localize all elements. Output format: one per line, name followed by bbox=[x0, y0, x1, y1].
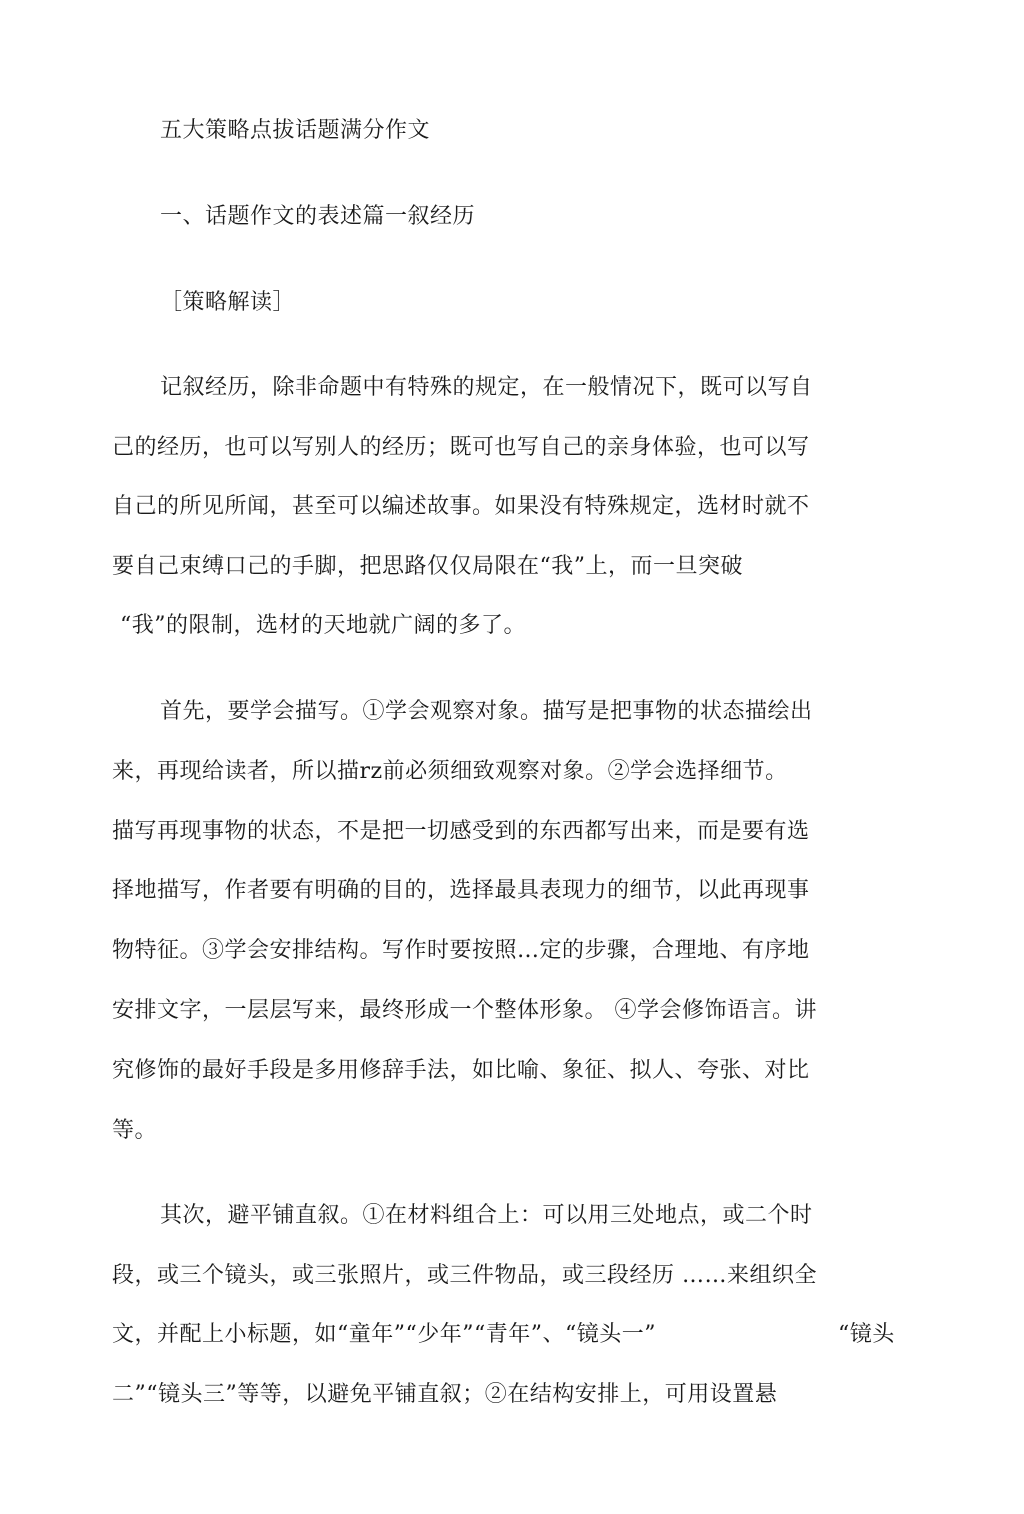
paragraph-line: 等。 bbox=[112, 1118, 158, 1143]
paragraph-line: 记叙经历，除非命题中有特殊的规定，在一般情况下，既可以写自 bbox=[160, 375, 813, 400]
paragraph-line: 择地描写，作者要有明确的目的，选择最具表现力的细节，以此再现事 bbox=[112, 878, 810, 903]
paragraph-line: “镜头 bbox=[838, 1322, 895, 1347]
paragraph-line: 究修饰的最好手段是多用修辞手法，如比喻、象征、拟人、夸张、对比 bbox=[112, 1058, 810, 1083]
paragraph-line: 要自己束缚口己的手脚，把思路仅仅局限在“我”上，而一旦突破 bbox=[112, 554, 743, 579]
paragraph-line: 其次，避平铺直叙。①在材料组合上：可以用三处地点，或二个时 bbox=[160, 1203, 813, 1228]
document-title: 五大策略点拔话题满分作文 bbox=[160, 118, 431, 143]
paragraph-line: 首先，要学会描写。①学会观察对象。描写是把事物的状态描绘出 bbox=[160, 699, 813, 724]
paragraph-line: 安排文字，一层层写来，最终形成一个整体形象。 ④学会修饰语言。讲 bbox=[112, 998, 817, 1023]
paragraph-line: 文，并配上小标题，如“童年”“少年”“青年”、“镜头一” bbox=[112, 1322, 656, 1347]
section-heading: 一、话题作文的表述篇一叙经历 bbox=[160, 204, 476, 229]
paragraph-line: 描写再现事物的状态，不是把一切感受到的东西都写出来，而是要有选 bbox=[112, 819, 810, 844]
paragraph-line: 二”“镜头三”等等，以避免平铺直叙；②在结构安排上，可用设置悬 bbox=[112, 1382, 778, 1407]
paragraph-line: 物特征。③学会安排结构。写作时要按照…定的步骤，合理地、有序地 bbox=[112, 938, 810, 963]
paragraph-line: “我”的限制，选材的天地就广阔的多了。 bbox=[120, 613, 526, 638]
paragraph-line: 自己的所见所闻，甚至可以编述故事。如果没有特殊规定，选材时就不 bbox=[112, 494, 810, 519]
paragraph-line: 来，再现给读者，所以描rz前必须细致观察对象。②学会选择细节。 bbox=[112, 759, 788, 784]
strategy-label: ［策略解读］ bbox=[160, 290, 296, 315]
paragraph-line: 段，或三个镜头，或三张照片，或三件物品，或三段经历 ……来组织全 bbox=[112, 1263, 817, 1288]
paragraph-line: 己的经历，也可以写别人的经历；既可也写自己的亲身体验，也可以写 bbox=[112, 435, 810, 460]
